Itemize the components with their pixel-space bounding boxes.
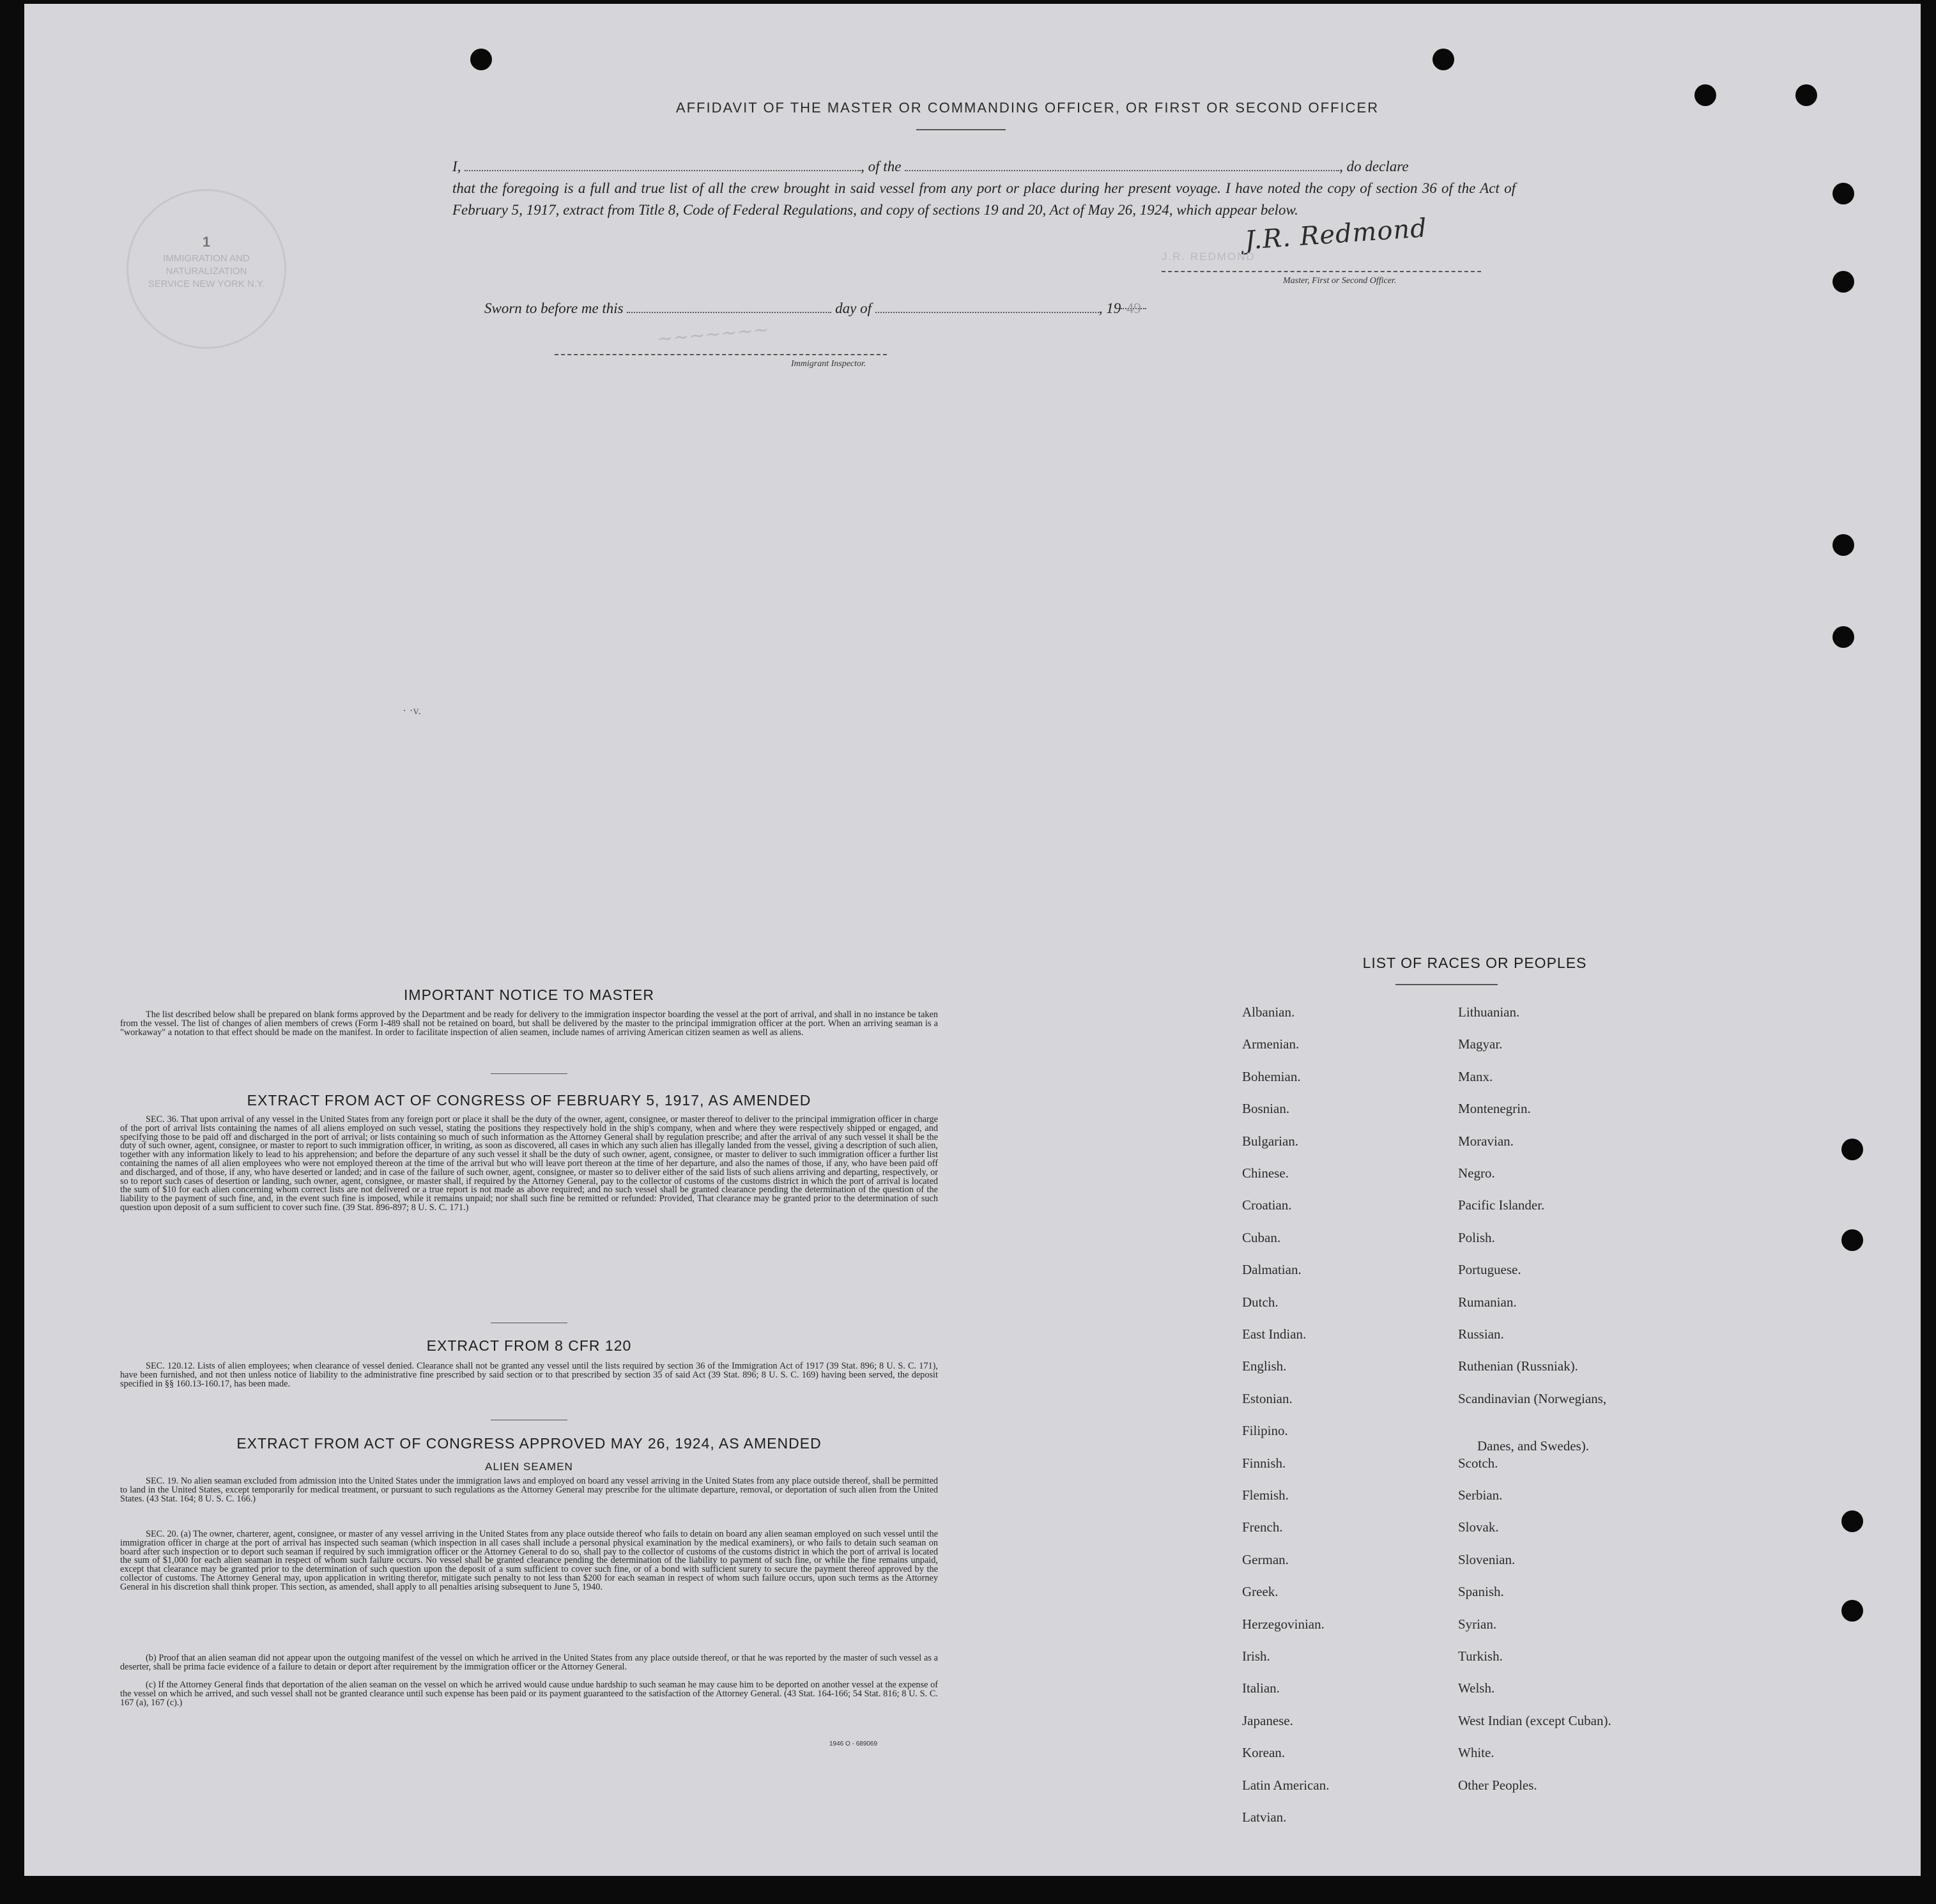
race-item: Latin American. <box>1242 1777 1330 1793</box>
race-item: Albanian. <box>1242 1004 1295 1020</box>
race-item: Polish. <box>1458 1229 1495 1245</box>
race-item: Armenian. <box>1242 1036 1300 1052</box>
race-item: Herzegovinian. <box>1242 1616 1325 1632</box>
act-1924-subtitle: ALIEN SEAMEN <box>485 1461 573 1473</box>
sworn-label: Sworn to before me this <box>484 300 624 316</box>
race-item: Manx. <box>1458 1068 1493 1084</box>
race-item: Slovak. <box>1458 1519 1499 1535</box>
race-item: Rumanian. <box>1458 1294 1517 1310</box>
document-page <box>24 4 1921 1876</box>
races-rule <box>1395 984 1498 985</box>
signer-caption: Master, First or Second Officer. <box>1283 276 1397 286</box>
race-item: Negro. <box>1458 1165 1495 1181</box>
day-of-label: day of <box>835 300 872 316</box>
race-item: Filipino. <box>1242 1423 1288 1439</box>
binder-hole <box>1841 1600 1863 1622</box>
races-left-column <box>1242 1004 1434 1829</box>
of-the-label: , of the <box>861 158 902 174</box>
act-1924-sec19: SEC. 19. No alien seaman excluded from admission into the United States under the immigration laws and employed on board any vessel arriving in the United States from any place outside thereof, shall be permitted to land in the United States, except temporarily for medical treatment, or pursuant to such regulations as the Attorney General may prescribe for the ultimate departure, removal, or deportation of such alien from the United States. (43 Stat. 164; 8 U. S. C. 166.) <box>120 1476 938 1504</box>
do-declare-label: , do declare <box>1339 158 1409 174</box>
binder-hole <box>1832 626 1854 648</box>
race-item: Latvian. <box>1242 1809 1287 1825</box>
race-item: Croatian. <box>1242 1197 1292 1213</box>
act-1917-body: SEC. 36. That upon arrival of any vessel in the United States from any foreign port or place it shall be the duty of the owner, agent, consignee, or master thereof to deliver to the principal immigration officer in charge of the port of arrival lists containing the names of all aliens employed on such vessel, stating the positions they respectively hold in the ship's company, when and where they were respectively shipped or engaged, and specifying those to be paid off and discharged in the port of arrival; or lists containing so much of such information as the Attorney General shall by regulation prescribe; and after the arrival of any such vessel it shall be the duty of such owner, agent, consignee, or master to report to such immigration officer, in writing, as soon as discovered, all cases in which any such alien has illegally landed from the vessel, giving a description of such alien, together with any information likely to lead to his apprehension; and before the departure of any such vessel it shall be the duty of such owner, agent, consignee, or master to deliver to such immigration officer a further list containing the names of all alien employees who were not employed thereon at the time of the arrival but who will leave port thereon at the time of her departure, and also the names of those, if any, who have been paid off and discharged, and of those, if any, who have deserted or landed; and in case of the failure of such owner, agent, consignee, or master so to deliver either of the said lists of such aliens arriving and departing, respectively, or so to report such cases of desertion or landing, such owner, agent, consignee, or master shall, if required by the Attorney General, pay to the collector of customs of the customs district in which the port of arrival is located the sum of $10 for each alien concerning whom correct lists are not delivered or a true report is not made as above required; and no such vessel shall be granted clearance pending the determination of the question of the liability to the payment of such fine, and, in the event such fine is imposed, while it remains unpaid; nor shall such fine be remitted or refunded: Provided, That clearance may be granted prior to the determination of such question upon deposit of a sum sufficient to cover such fine. (39 Stat. 896-897; 8 U. S. C. 171.) <box>120 1114 938 1213</box>
race-item: Portuguese. <box>1458 1262 1521 1278</box>
race-item: Finnish. <box>1242 1455 1286 1471</box>
race-item: Danes, and Swedes). <box>1477 1438 1589 1454</box>
signature-rule <box>1162 271 1481 272</box>
binder-hole <box>1832 534 1854 556</box>
race-item: Russian. <box>1458 1326 1504 1342</box>
race-item: French. <box>1242 1519 1283 1535</box>
i-label: I, <box>452 158 461 174</box>
race-item: Irish. <box>1242 1648 1270 1664</box>
race-item: Bohemian. <box>1242 1068 1301 1084</box>
race-item: Bosnian. <box>1242 1101 1290 1117</box>
race-item: Bulgarian. <box>1242 1133 1299 1149</box>
notice-title: IMPORTANT NOTICE TO MASTER <box>404 987 654 1003</box>
race-item: Greek. <box>1242 1584 1279 1600</box>
race-item: Cuban. <box>1242 1229 1281 1245</box>
binder-hole <box>1841 1510 1863 1532</box>
notice-body: The list described below shall be prepared on blank forms approved by the Department and be ready for delivery to the immigration inspector boarding the vessel at the port of arrival, and shall in no instance be taken from the vessel. The list of changes of alien members of crews (Form I-489 shall not be retained on board, but shall be delivered by the master to the principal immigration officer at the port. When an arriving seaman is a "workaway" a notation to that effect should be made on the manifest. In order to facilitate inspection of alien seamen, include names of arriving American citizen seamen as well as aliens. <box>120 1010 938 1038</box>
binder-hole <box>1841 1139 1863 1160</box>
races-title: LIST OF RACES OR PEOPLES <box>1362 955 1587 971</box>
act-1924-sec20c: (c) If the Attorney General finds that deportation of the alien seaman on the vessel on which he arrived would cause undue hardship to such seaman he may cause him to be deported on another vessel at the expense of the vessel on which he arrived, and such vessel shall not be granted clearance until such expense has been paid or its payment guaranteed to the satisfaction of the Attorney General. (43 Stat. 164-166; 54 Stat. 816; 8 U. S. C. 167 (a), 167 (c).) <box>120 1680 938 1708</box>
race-item: Turkish. <box>1458 1648 1503 1664</box>
race-item: Pacific Islander. <box>1458 1197 1545 1213</box>
race-item: East Indian. <box>1242 1326 1307 1342</box>
race-item: Syrian. <box>1458 1616 1497 1632</box>
affidavit-declaration-line <box>452 156 1519 178</box>
race-item: Japanese. <box>1242 1712 1293 1728</box>
binder-hole <box>1694 84 1716 106</box>
race-item: Montenegrin. <box>1458 1101 1531 1117</box>
notice-rule <box>491 1073 567 1074</box>
year-suffix: 49 <box>1126 300 1141 316</box>
race-item: Scandinavian (Norwegians, <box>1458 1390 1607 1406</box>
act-1924-title: EXTRACT FROM ACT OF CONGRESS APPROVED MAY 26, 1924, AS AMENDED <box>236 1435 822 1452</box>
races-right-column <box>1458 1004 1688 1829</box>
race-item: Spanish. <box>1458 1584 1504 1600</box>
vessel-blank <box>905 160 1339 171</box>
received-stamp <box>127 189 286 349</box>
race-item: Moravian. <box>1458 1133 1514 1149</box>
act-1924-sec20a: SEC. 20. (a) The owner, charterer, agent, consignee, or master of any vessel arriving in the United States from any place outside thereof who fails to detain on board any alien seaman employed on such vessel until the immigration officer in charge at the port of arrival has inspected such seaman (which inspection in all cases shall include a personal physical examination by the medical examiners), or who fails to detain such seaman on board after such inspection or to deport such seaman if required by such immigration officer or the Attorney General to do so, shall pay to the collector of customs of the customs district in which the port of arrival is located the sum of $1,000 for each alien seaman in respect of whom such failure occurs. No vessel shall be granted clearance pending the determination of the liability to payment of such fine, or while the fine remains unpaid, except that clearance may be granted prior to the determination of such question upon the deposit of a sum sufficient to cover such fine, or of a bond with sufficient surety to secure the payment thereof approved by the collector of customs. The Attorney General may, upon application in writing therefor, mitigate such penalty to not less than $200 for each seaman in respect of whom such failure occurs, upon such terms as the Attorney General in his discretion shall think proper. This section, as amended, shall apply to all penalties arising subsequent to June 5, 1940. <box>120 1529 938 1592</box>
race-item: Magyar. <box>1458 1036 1503 1052</box>
year-prefix: , 19 <box>1098 300 1121 316</box>
race-item: Serbian. <box>1458 1487 1503 1503</box>
binder-hole <box>470 49 492 70</box>
faint-typed-name: J.R. REDMOND <box>1162 250 1256 263</box>
race-item: Slovenian. <box>1458 1551 1516 1567</box>
race-item: German. <box>1242 1551 1289 1567</box>
binder-hole <box>1832 183 1854 204</box>
sworn-line <box>484 298 1251 319</box>
stamp-text: IMMIGRATION AND NATURALIZATION SERVICE NEW YORK N.Y. <box>148 253 265 289</box>
race-item: Italian. <box>1242 1680 1280 1696</box>
cfr-title: EXTRACT FROM 8 CFR 120 <box>426 1337 632 1354</box>
year-blank <box>1121 298 1146 316</box>
affidavit-title: AFFIDAVIT OF THE MASTER OR COMMANDING OFFICER, OR FIRST OR SECOND OFFICER <box>675 100 1379 116</box>
race-item: Estonian. <box>1242 1390 1293 1406</box>
race-item: Other Peoples. <box>1458 1777 1537 1793</box>
binder-hole <box>1841 1229 1863 1251</box>
stray-marks: · ·v. <box>403 704 421 717</box>
race-item: West Indian (except Cuban). <box>1458 1712 1611 1728</box>
sworn-day-blank <box>627 302 831 313</box>
race-item: Ruthenian (Russniak). <box>1458 1358 1578 1374</box>
race-item: Korean. <box>1242 1745 1286 1761</box>
race-item: Welsh. <box>1458 1680 1495 1696</box>
title-rule <box>916 129 1006 130</box>
race-item: Dalmatian. <box>1242 1262 1302 1278</box>
master-signature: J.R. Redmond <box>1243 213 1429 256</box>
race-item: Dutch. <box>1242 1294 1279 1310</box>
name-blank <box>465 160 861 171</box>
act-1924-sec20b: (b) Proof that an alien seaman did not appear upon the outgoing manifest of the vessel on which he arrived in the United States from any place outside thereof, or that he was reported by the master of such vessel as a deserter, shall be prima facie evidence of a failure to detain or deport after requirement by the immigration officer or the Attorney General. <box>120 1653 938 1672</box>
race-item: Lithuanian. <box>1458 1004 1520 1020</box>
affidavit-body: that the foregoing is a full and true list of all the crew brought in said vessel from any port or place during her present voyage. I have noted the copy of section 36 of the Act of February 5, 1917, extract from Title 8, Code of Federal Regulations, and copy of sections 19 and 20, Act of May 26, 1924, which appear below. <box>452 180 1516 218</box>
binder-hole <box>1795 84 1817 106</box>
race-item: English. <box>1242 1358 1287 1374</box>
act-1917-title: EXTRACT FROM ACT OF CONGRESS OF FEBRUARY 5, 1917, AS AMENDED <box>247 1092 811 1109</box>
inspector-caption: Immigrant Inspector. <box>791 359 866 369</box>
stamp-day: 1 <box>202 234 211 250</box>
race-item: Scotch. <box>1458 1455 1498 1471</box>
print-code: 1946 O - 689069 <box>829 1740 878 1747</box>
inspector-rule <box>555 354 887 355</box>
cfr-body: SEC. 120.12. Lists of alien employees; when clearance of vessel denied. Clearance shall not be granted any vessel until the lists required by section 36 of the Immigration Act of 1917 (39 Stat. 896; 8 U. S. C. 171), have been furnished, and not then unless notice of liability to the administrative fine prescribed by said section or to that prescribed by section 35 of said Act (39 Stat. 896; 8 U. S. C. 169) having been served, the deposit specified in §§ 160.13-160.17, has been made. <box>120 1361 938 1389</box>
inspector-signature-faint: ~~~~~~~ <box>656 318 771 351</box>
race-item: Flemish. <box>1242 1487 1289 1503</box>
binder-hole <box>1433 49 1454 70</box>
binder-hole <box>1832 271 1854 293</box>
race-item: Chinese. <box>1242 1165 1289 1181</box>
race-item: White. <box>1458 1745 1494 1761</box>
sworn-month-blank <box>875 302 1099 313</box>
